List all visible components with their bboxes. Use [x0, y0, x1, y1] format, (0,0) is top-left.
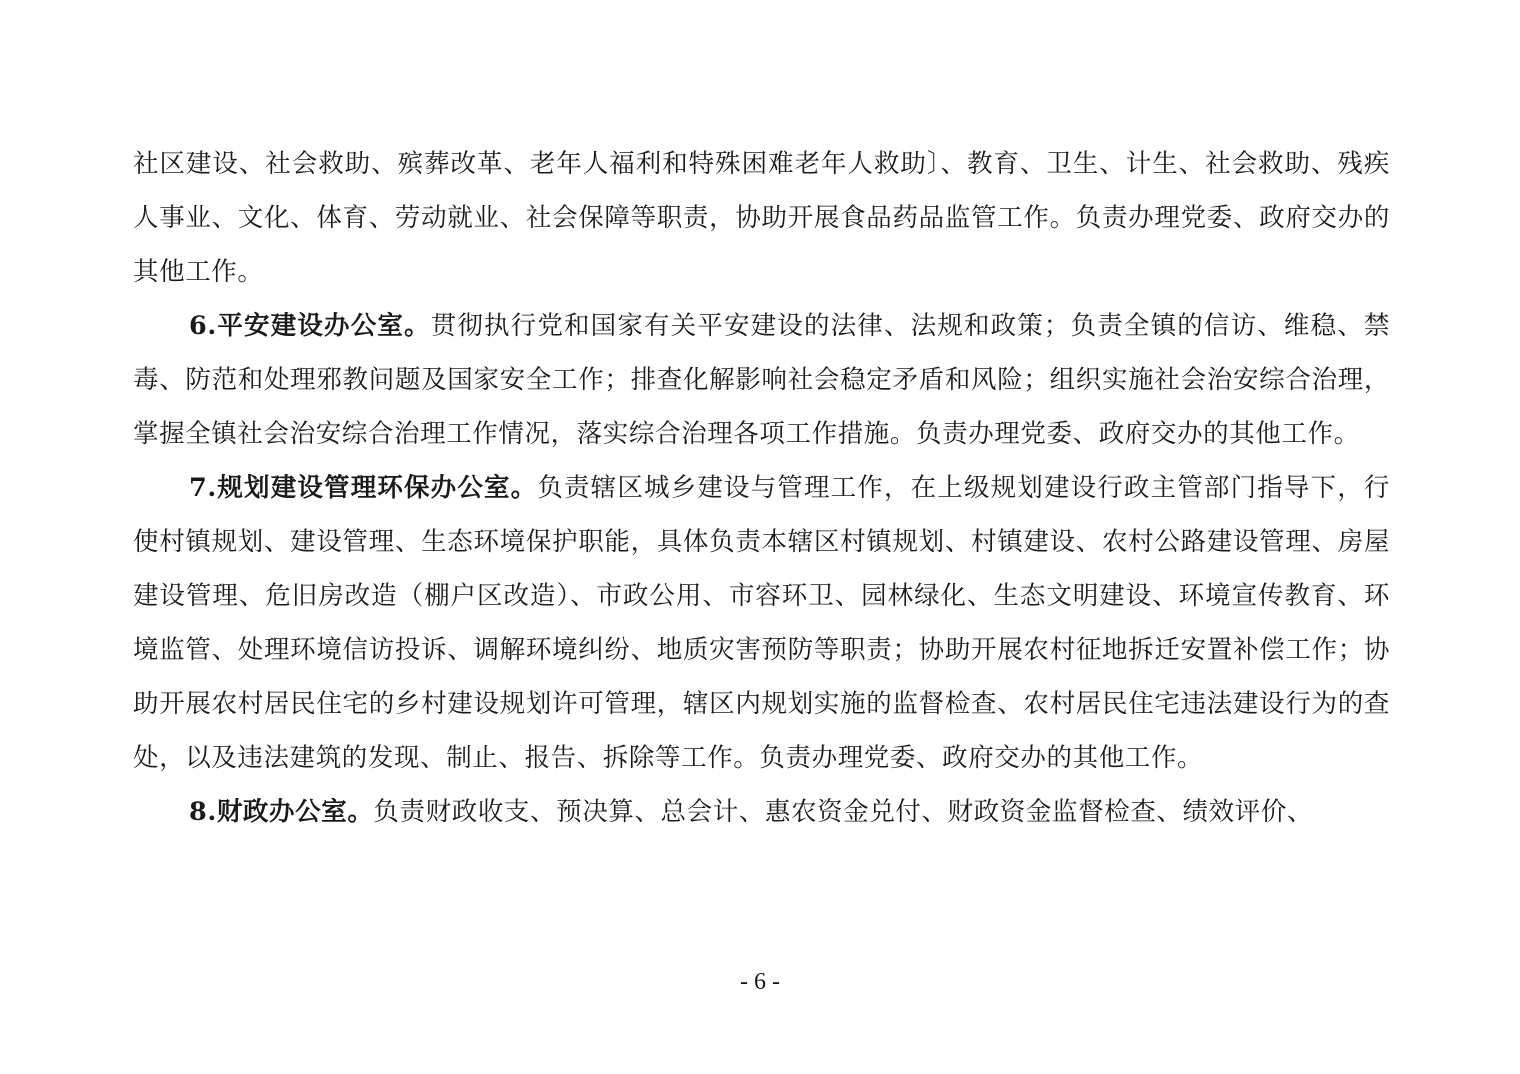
paragraph-body: 负责辖区城乡建设与管理工作，在上级规划建设行政主管部门指导下，行使村镇规划、建设管理、生态环境保护职能，具体负责本辖区村镇规划、村镇建设、农村公路建设管理、房屋建设管理、危旧房改造（棚户区改造）、市政公用、市容环卫、园林绿化、生态文明建设、环境宣传教育、环境监管、处理环境信访投诉、调解环境纠纷、地质灾害预防等职责；协助开展农村征地拆迁安置补偿工作；协助开展农村居民住宅的乡村建设规划许可管理，辖区内规划实施的监督检查、农村居民住宅违法建设行为的查处，以及违法建筑的发现、制止、报告、拆除等工作。负责办理党委、政府交办的其他工作。 — [133, 473, 1390, 773]
paragraph-body: 社区建设、社会救助、殡葬改革、老年人福利和特殊困难老年人救助〕、教育、卫生、计生、社会救助、残疾人事业、文化、体育、劳动就业、社会保障等职责，协助开展食品药品监管工作。负责办理党委、政府交办的其他工作。 — [133, 149, 1390, 287]
paragraph-continuation — [133, 137, 1390, 299]
document-body — [133, 137, 1390, 839]
section-heading: 8.财政办公室。 — [189, 797, 374, 827]
paragraph-body: 负责财政收支、预决算、总会计、惠农资金兑付、财政资金监督检查、绩效评价、 — [373, 797, 1314, 827]
paragraph-body: 贯彻执行党和国家有关平安建设的法律、法规和政策；负责全镇的信访、维稳、禁毒、防范和处理邪教问题及国家安全工作；排查化解影响社会稳定矛盾和风险；组织实施社会治安综合治理，掌握全镇社会治安综合治理工作情况，落实综合治理各项工作措施。负责办理党委、政府交办的其他工作。 — [133, 311, 1390, 449]
paragraph-planning-office — [133, 461, 1390, 785]
section-heading: 7.规划建设管理环保办公室。 — [189, 473, 538, 503]
paragraph-finance-office — [133, 785, 1390, 839]
section-heading: 6.平安建设办公室。 — [189, 311, 431, 341]
page-number: - 6 - — [740, 969, 780, 995]
paragraph-safety-office — [133, 299, 1390, 461]
